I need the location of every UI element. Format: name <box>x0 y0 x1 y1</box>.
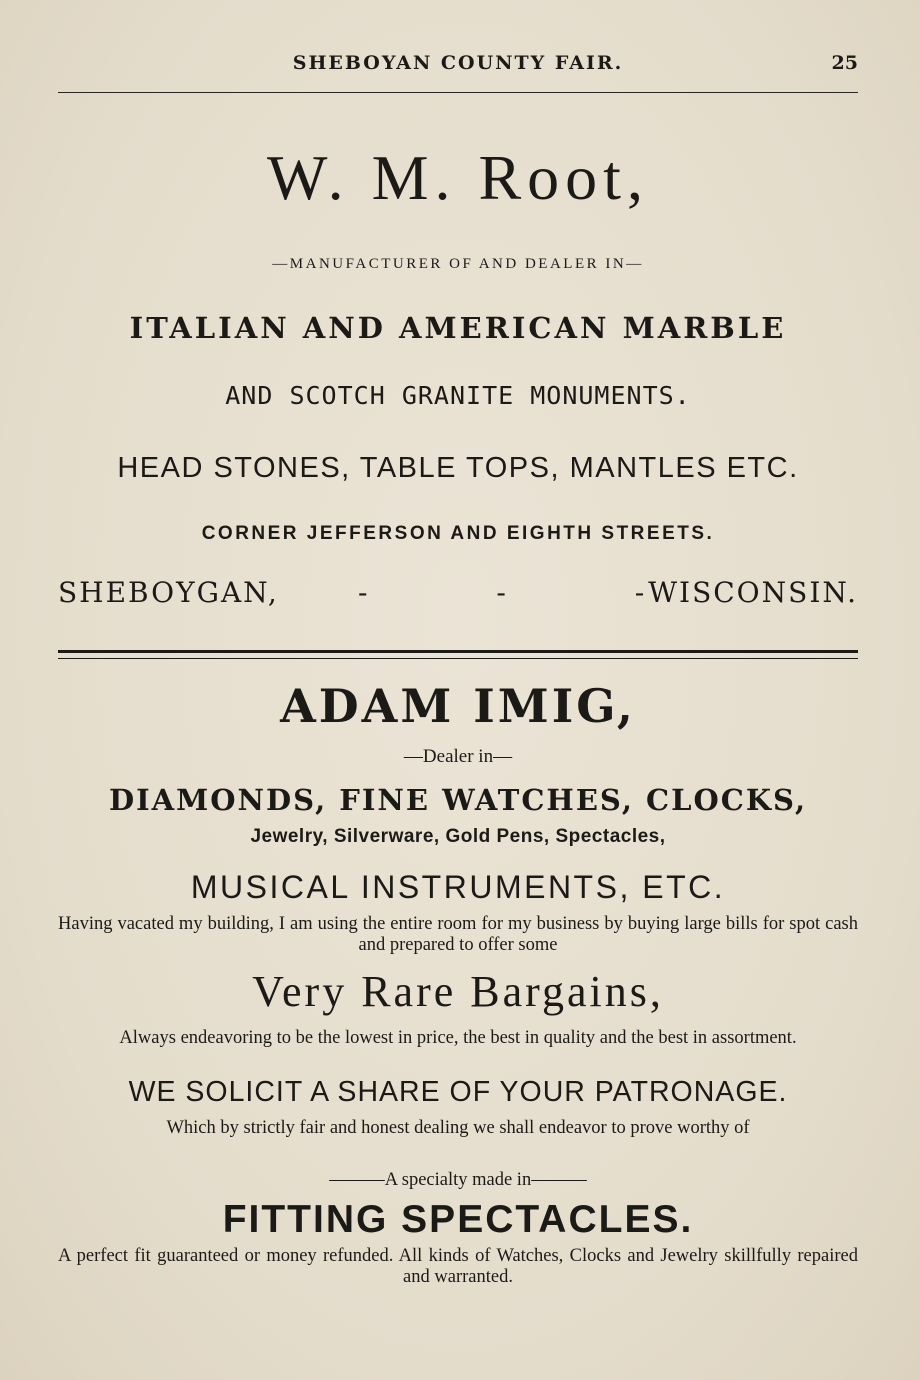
goods-diamonds: DIAMONDS, FINE WATCHES, CLOCKS, <box>108 783 808 817</box>
specialty-line: ———A specialty made in——— <box>329 1170 587 1190</box>
city: SHEBOYGAN, <box>58 576 279 609</box>
marble-line: ITALIAN AND AMERICAN MARBLE <box>129 311 787 345</box>
running-head <box>58 52 858 82</box>
state: WISCONSIN. <box>648 576 858 609</box>
city-dashes: - - - <box>358 576 705 609</box>
address-line: CORNER JEFFERSON AND EIGHTH STREETS. <box>201 523 715 544</box>
divider-thick <box>58 650 858 653</box>
paragraph-endeavoring: Always endeavoring to be the lowest in price, the best in quality and the best in assortment. <box>119 1028 797 1048</box>
paragraph-vacated: Having vacated my building, I am using the entire room for my business by buying large bills for spot cash and prepared to offer some <box>58 914 858 955</box>
paragraph-perfect: A perfect fit guaranteed or money refunded. All kinds of Watches, Clocks and Jewelry skillfully repaired and warranted. <box>58 1246 858 1287</box>
granite-line: AND SCOTCH GRANITE MONUMENTS. <box>225 381 691 410</box>
dealer-in: —Dealer in— <box>403 746 513 767</box>
city-row <box>58 576 858 616</box>
running-title: SHEBOYAN COUNTY FAIR. <box>292 52 624 74</box>
header-rule <box>58 92 858 93</box>
paragraph-which: Which by strictly fair and honest dealing we shall endeavor to prove worthy of <box>166 1118 750 1138</box>
imig-name: ADAM IMIG, <box>280 679 636 733</box>
root-subtitle: —MANUFACTURER OF AND DEALER IN— <box>272 256 644 272</box>
fitting-heading: FITTING SPECTACLES. <box>222 1198 694 1241</box>
goods-musical: MUSICAL INSTRUMENTS, ETC. <box>190 869 726 905</box>
headstones-line: HEAD STONES, TABLE TOPS, MANTLES ETC. <box>117 452 799 484</box>
divider-thin <box>58 658 858 659</box>
page-number: 25 <box>831 52 858 74</box>
root-name: W. M. Root, <box>267 142 649 213</box>
solicit-heading: WE SOLICIT A SHARE OF YOUR PATRONAGE. <box>128 1076 788 1108</box>
bargains-heading: Very Rare Bargains, <box>252 967 664 1016</box>
goods-jewelry: Jewelry, Silverware, Gold Pens, Spectacles, <box>250 826 666 847</box>
